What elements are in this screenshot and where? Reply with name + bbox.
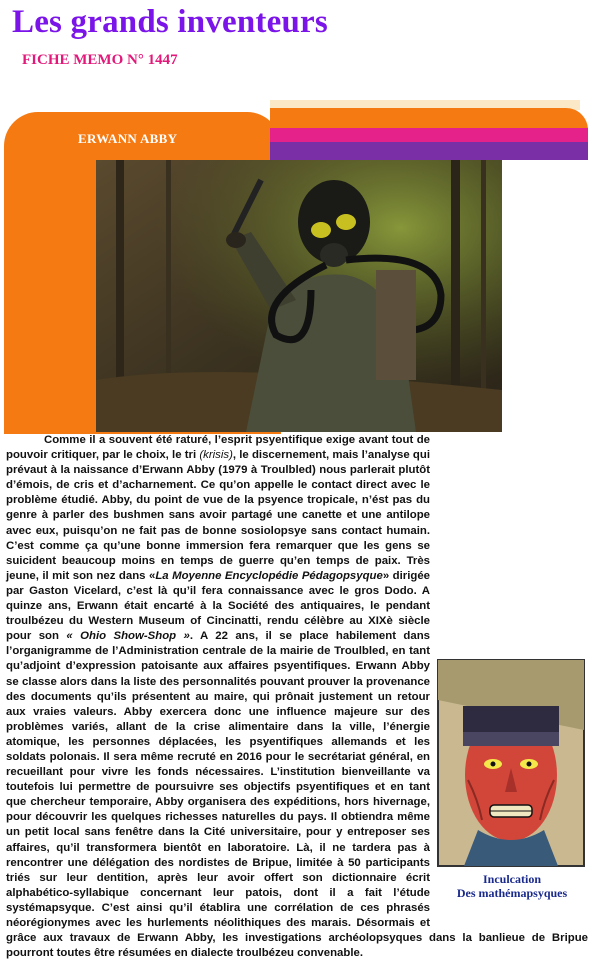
comic-face-illustration [438,660,584,866]
book-title-encyclopedie: La Moyenne Encyclopédie Pédagopsyque [155,569,383,582]
decorative-band-purple [270,142,588,160]
text-part-1: Comme il a souvent été raturé, l’esprit psyentifique exige avant tout de pouvoir critiquer, par le choix, le tri [6,434,430,462]
text-krisis: (krisis) [199,449,233,462]
text-part-2: , le discernement, mais l’analyse qui prévaut à la naissance d’Erwann Abby (1979 à Troulbled) nous parlerait plutôt d’émois, de cris et d’acharnement. Ce qu’on appelle le contact direct avec le problème étudié. Abby, du point de vue de la psyence tropicale, n’ést pas du genre à parler des bushmen sans avoir partagé une canette et une antilope avec eux, puisqu’on ne fait pas de bonne sosiolopsye sans contact humain. C’est comme ça qu’une bonne immersion fera remarquer que les gens se suicident beaucoup moins en temps de guerre qu’en temps de paix. Très jeune, il mit son nez dans « [6,449,430,582]
gas-mask-photo [96,160,502,432]
fiche-number: FICHE MEMO N° 1447 [22,52,178,68]
caption-line-1: Inculcation [482,872,541,886]
inventor-name: ERWANN ABBY [78,131,178,146]
article-body [6,433,588,960]
figure-caption [436,872,588,900]
text-part-3: » dirigée par Gaston Vicelard, c’est là qu’il fera connaissance avec le gros Dodo. A quinze ans, Erwann était encarté à la Société des antiquaires, le pendant troulbézeu du Western Museum of Cincinatti, rendu célèbre au XIXè siècle pour son [6,569,430,643]
book-title-ohio: « Ohio Show-Shop » [66,630,190,643]
page-title: Les grands inventeurs [12,4,328,40]
caption-line-2: Des mathémapsyques [456,886,568,900]
decorative-band-orange [270,108,588,130]
inculcation-figure [436,660,588,918]
text-part-4: . A 22 ans, il se place habilement dans l’organigramme de l’Administration centrale de la mairie de Troulbled, en tant qu’adjoint d’expression patoisante aux affaires psyentifiques. Erwann Abby se classe alors dans la liste des personnalités pouvant prouver la provenance des documents qu’ils présentent au maire, qui prônait justement un retour aux vraies valeurs. Abby exercera donc une influence majeure sur des problèmes variés, allant de la crise alimentaire dans la ville, l’énergie atomique, les personnes déplacées, les psyentifiques allemands et les soldats polonais. Il sera même recruté en 2016 pour le secrétariat général, en recueillant pour vivre les fonds nécessaires. L’institution bienveillante va toutefois lui permettre de poursuivre ses objectifs psyentifiques et en tant que chercheur temporaire, Abby organisera des expéditions, hors hivernage, pour découvrir les quelques richesses naturelles du pays. Il obtiendra même un petit local sans fenêtre dans la Cité universitaire, pour y entreposer ses affaires, qu’il transformera bientôt en laboratoire. Là, il ne tardera pas à rencontrer une délégation des nordistes de Bripue, limitée à 50 participants triés sur leur dentition, après leur avoir offert son dictionnaire écrit alphabético-syllabique concernant leur patois, dont il a fait l’étude systémapsyque. C’est ainsi qu’il établira une corrélation de ces phrasés néorégionymes avec les hurlements néolithiques des marais. Désormais et grâce aux travaux de Erwann Abby, les investigations archéolopsyques dans la banlieue de Bripue pourront toutes être résumées en dialecte troulbézeu convenable. [6,630,588,960]
